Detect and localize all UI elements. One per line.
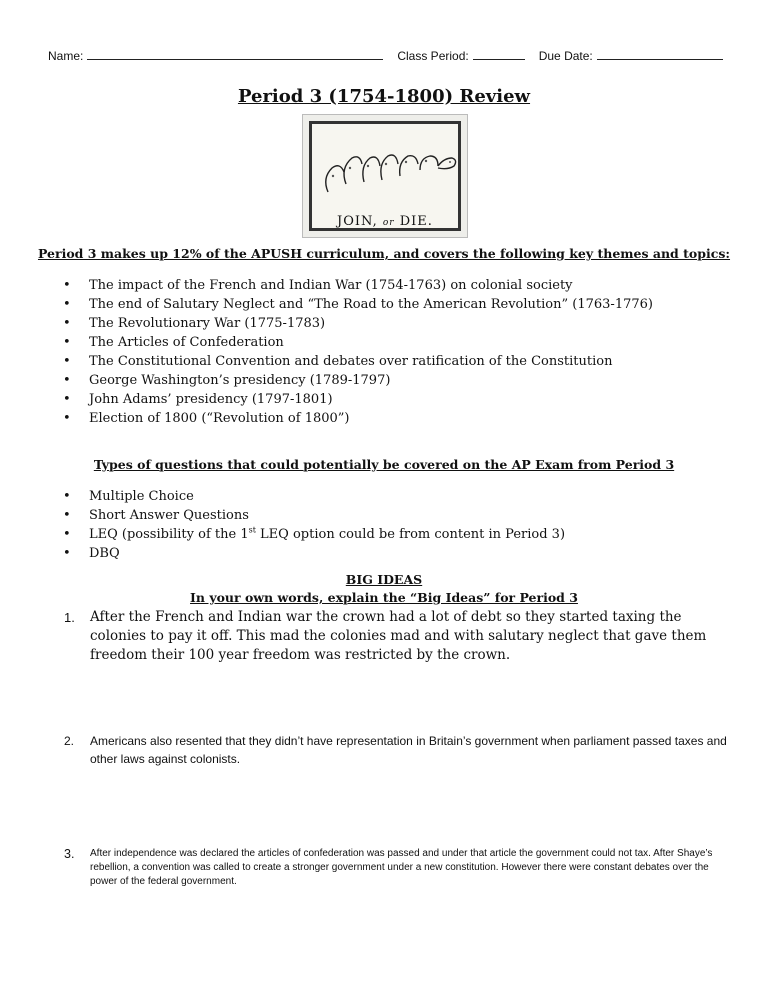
segmented-snake-illustration: [314, 128, 462, 210]
name-label: Name:: [48, 49, 84, 63]
class-period-blank[interactable]: [473, 48, 525, 60]
answer-number: 3.: [64, 847, 75, 861]
due-date-blank[interactable]: [597, 48, 723, 60]
answer-number: 2.: [64, 734, 75, 748]
snake-segment-tail: [326, 166, 344, 192]
snake-segment-2: [344, 157, 362, 184]
page-title: Period 3 (1754-1800) Review: [237, 86, 531, 107]
answer-text[interactable]: Americans also resented that they didn’t have representation in Britain’s government when parliament passed taxes and other laws against colonists.: [90, 734, 727, 766]
answer-2[interactable]: [64, 732, 728, 768]
join-or-die-image: [302, 114, 468, 238]
snake-segment-5: [400, 156, 418, 176]
list-item: • Short Answer Questions: [60, 506, 565, 525]
big-ideas-heading: BIG IDEAS: [345, 572, 423, 587]
themes-heading: Period 3 makes up 12% of the APUSH curriculum, and covers the following key themes and topics:: [37, 246, 731, 261]
snake-segment-3: [363, 157, 380, 182]
answer-3[interactable]: [64, 847, 728, 889]
answer-text[interactable]: After the French and Indian war the crown had a lot of debt so they started taxing the colonies to pay it off. This mad the colonies mad and with salutary neglect that gave them freedom their 100 year freedom was restricted by the crown.: [90, 609, 707, 663]
image-caption: JOIN, or DIE.: [337, 214, 433, 229]
list-item-leq: • LEQ (possibility of the 1st LEQ option could be from content in Period 3): [60, 525, 565, 544]
list-item: • John Adams’ presidency (1797-1801): [60, 390, 653, 409]
list-item: • Election of 1800 (“Revolution of 1800”): [60, 409, 653, 428]
list-item: • The Revolutionary War (1775-1783): [60, 314, 653, 333]
answer-number: 1.: [64, 610, 75, 625]
due-date-label: Due Date:: [538, 49, 593, 63]
themes-list: [60, 276, 653, 428]
list-item: • The impact of the French and Indian War (1754-1763) on colonial society: [60, 276, 653, 295]
big-ideas-heading-block: [0, 571, 768, 607]
list-item: • DBQ: [60, 544, 565, 563]
list-item: • The end of Salutary Neglect and “The Road to the American Revolution” (1763-1776): [60, 295, 653, 314]
snake-segment-6: [420, 156, 438, 170]
big-ideas-instruction: In your own words, explain the “Big Ideas” for Period 3: [190, 590, 578, 605]
header-fields: [48, 48, 728, 63]
question-types-heading: Types of questions that could potentially be covered on the AP Exam from Period 3: [93, 457, 675, 472]
snake-head: [438, 158, 456, 169]
list-item: • Multiple Choice: [60, 487, 565, 506]
question-types-list: [60, 487, 565, 563]
list-item: • The Articles of Confederation: [60, 333, 653, 352]
answer-1[interactable]: [64, 608, 728, 665]
list-item: • George Washington’s presidency (1789-1797): [60, 371, 653, 390]
name-blank[interactable]: [87, 48, 383, 60]
list-item: • The Constitutional Convention and debates over ratification of the Constitution: [60, 352, 653, 371]
class-period-label: Class Period:: [397, 49, 469, 63]
snake-segment-4: [381, 155, 398, 180]
answer-text[interactable]: After independence was declared the articles of confederation was passed and under that article the government could not tax. After Shaye’s rebellion, a convention was called to create a stronger government under a new constitution. However there were constant debates over the power of the federal government.: [90, 848, 713, 887]
